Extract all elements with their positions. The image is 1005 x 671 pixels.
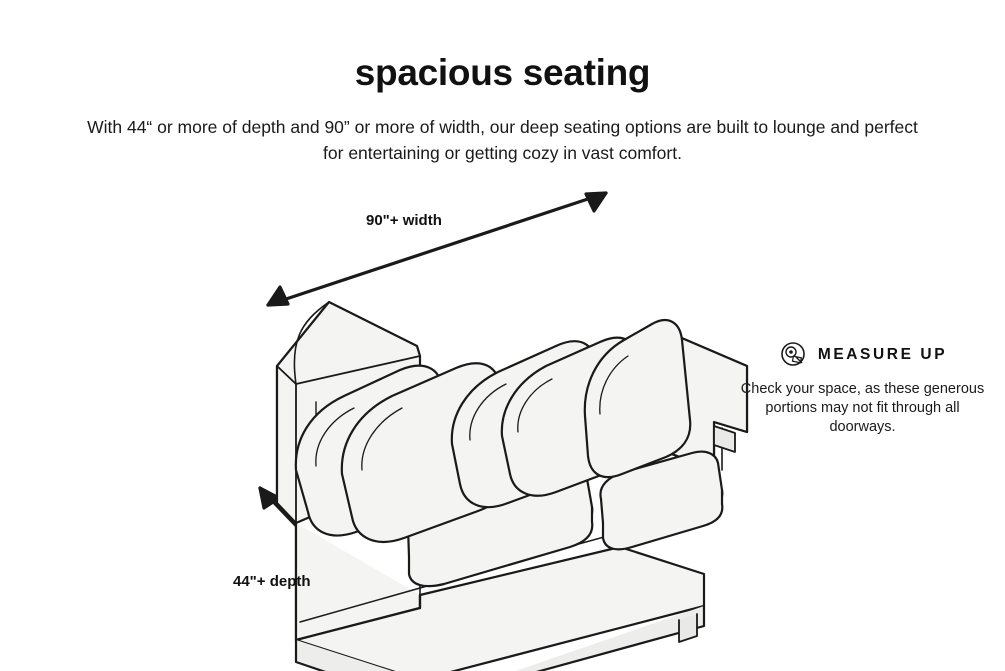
tape-measure-icon — [778, 340, 808, 370]
width-dimension-label: 90"+ width — [366, 212, 442, 229]
page-title: spacious seating — [354, 52, 651, 93]
measure-up-title: MEASURE UP — [817, 346, 948, 363]
depth-dimension-label: 44"+ depth — [233, 573, 311, 590]
measure-up-title-row — [740, 340, 985, 370]
measure-up-body: Check your space, as these generous portions may not fit through all doorways. — [740, 381, 985, 435]
width-arrow — [268, 193, 606, 305]
measure-up-callout — [740, 340, 985, 437]
page-subtitle: With 44“ or more of depth and 90” or more of width, our deep seating options are built to lounge and perfect for entertaining or getting cozy in vast comfort. — [87, 117, 918, 163]
